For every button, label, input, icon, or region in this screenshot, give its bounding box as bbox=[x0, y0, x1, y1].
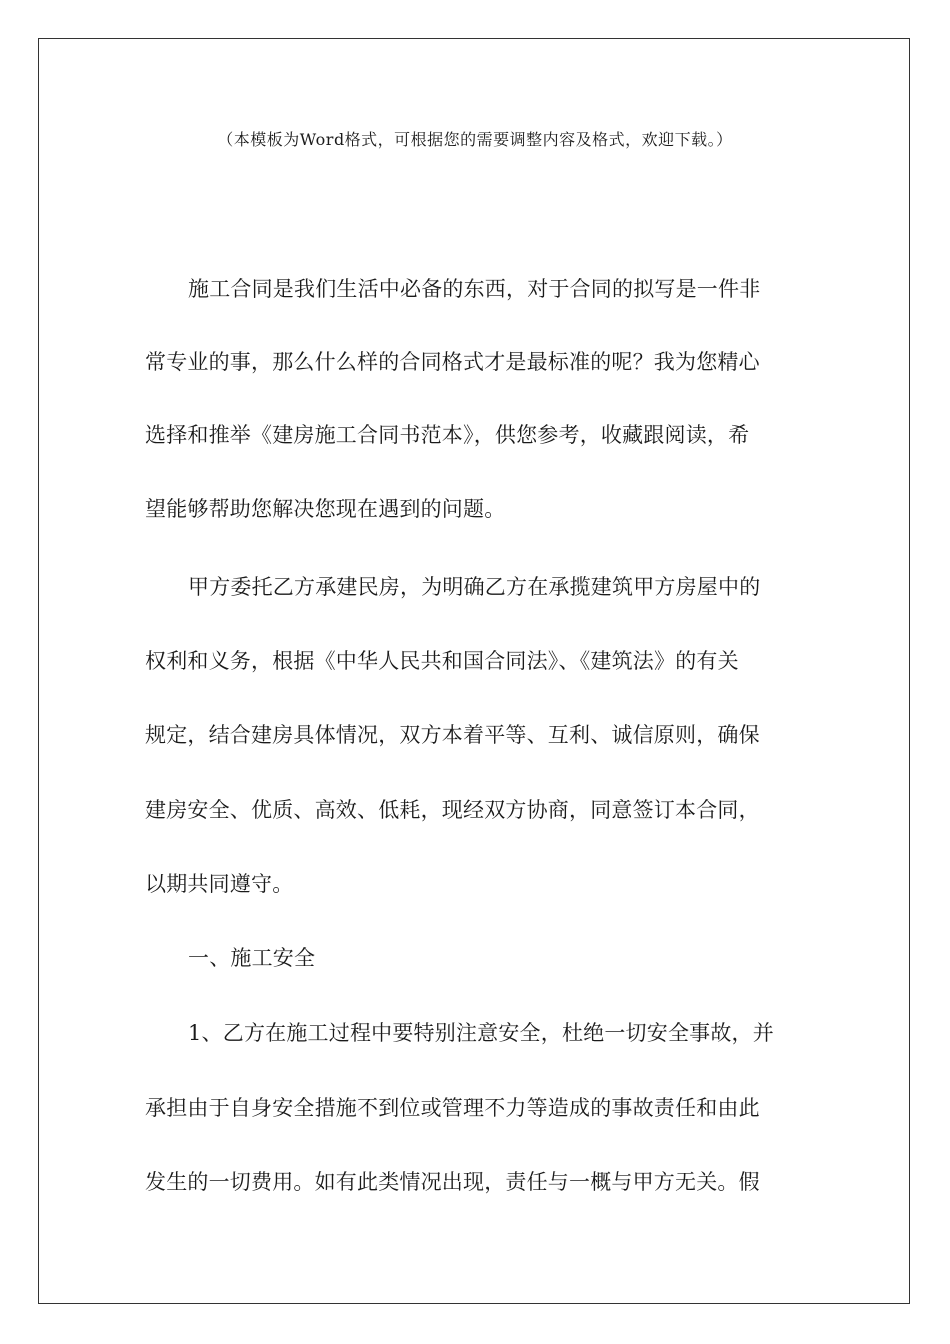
paragraph-line: 望能够帮助您解决您现在遇到的问题。 bbox=[145, 497, 506, 521]
paragraph-line: 施工合同是我们生活中必备的东西，对于合同的拟写是一件非 bbox=[188, 277, 761, 301]
template-note: （本模板为Word格式，可根据您的需要调整内容及格式，欢迎下载。） bbox=[217, 130, 733, 149]
paragraph-line: 发生的一切费用。如有此类情况出现，责任与一概与甲方无关。假 bbox=[145, 1170, 760, 1194]
section-heading: 一、施工安全 bbox=[188, 946, 316, 970]
paragraph-line: 承担由于自身安全措施不到位或管理不力等造成的事故责任和由此 bbox=[145, 1096, 760, 1120]
paragraph-line: 常专业的事，那么什么样的合同格式才是最标准的呢？我为您精心 bbox=[145, 350, 760, 374]
paragraph-line: 规定，结合建房具体情况，双方本着平等、互利、诚信原则，确保 bbox=[145, 723, 760, 747]
paragraph-line: 权利和义务，根据《中华人民共和国合同法》、《建筑法》的有关 bbox=[145, 649, 739, 673]
paragraph-line: 建房安全、优质、高效、低耗，现经双方协商，同意签订本合同， bbox=[145, 798, 760, 822]
paragraph-line: 1、乙方在施工过程中要特别注意安全，杜绝一切安全事故，并 bbox=[188, 1021, 774, 1045]
paragraph-line: 选择和推举《建房施工合同书范本》，供您参考，收藏跟阅读，希 bbox=[145, 423, 750, 447]
paragraph-line: 以期共同遵守。 bbox=[145, 872, 294, 896]
paragraph-line: 甲方委托乙方承建民房，为明确乙方在承揽建筑甲方房屋中的 bbox=[188, 575, 761, 599]
